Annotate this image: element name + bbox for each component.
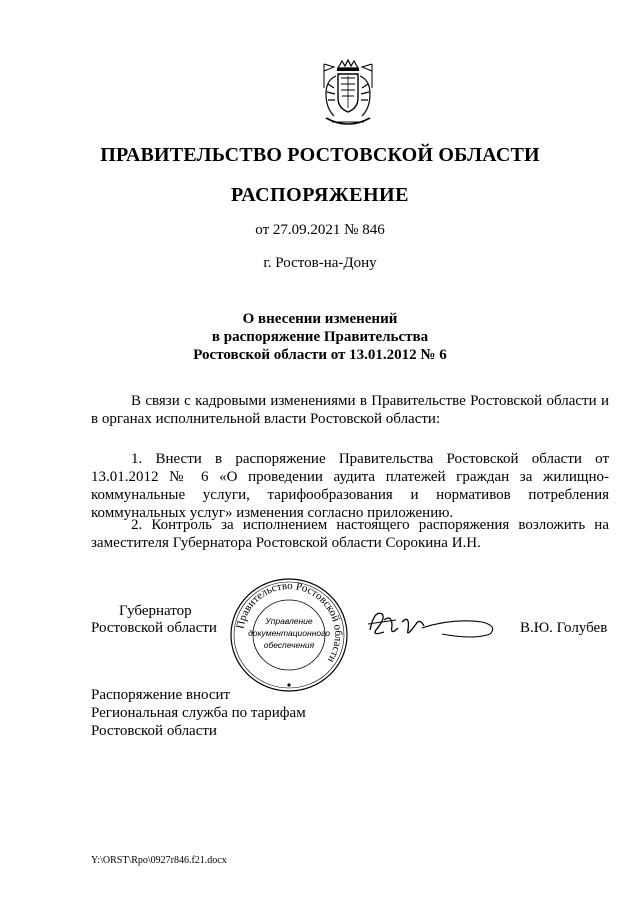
document-type: РАСПОРЯЖЕНИЕ <box>231 184 409 206</box>
coat-of-arms-emblem <box>316 58 380 132</box>
signatory-role-line: Ростовской области <box>91 620 217 636</box>
signatory-name: В.Ю. Голубев <box>520 620 608 636</box>
issuer-block <box>91 686 306 740</box>
stamp-inner-text: Управление <box>265 616 313 626</box>
body-paragraph-item-2: 2. Контроль за исполнением настоящего распоряжения возложить на заместителя Губернатора Ростовской области Сорокина И.Н. <box>91 517 609 551</box>
stamp-ring-text: Правительство Ростовской области <box>234 579 345 665</box>
issuer-line: Распоряжение вносит <box>91 687 231 703</box>
subject-line: Ростовской области от 13.01.2012 № 6 <box>193 347 447 363</box>
stamp-inner-text: обеспечения <box>263 640 315 650</box>
subject-line: О внесении изменений <box>242 311 398 327</box>
document-city: г. Ростов-на-Дону <box>263 255 377 271</box>
document-date-number: от 27.09.2021 № 846 <box>255 222 385 238</box>
handwritten-signature <box>362 600 502 650</box>
signatory-role <box>91 603 217 637</box>
document-subject <box>0 310 640 364</box>
government-title: ПРАВИТЕЛЬСТВО РОСТОВСКОЙ ОБЛАСТИ <box>100 144 540 166</box>
file-path-footer: Y:\ORST\Rpo\0927r846.f21.docx <box>91 855 227 866</box>
issuer-line: Региональная служба по тарифам <box>91 705 306 721</box>
official-stamp <box>225 576 353 694</box>
stamp-inner-text: документационного <box>248 628 330 638</box>
subject-line: в распоряжение Правительства <box>211 329 429 345</box>
issuer-line: Ростовской области <box>91 723 217 739</box>
body-paragraph-intro: В связи с кадровыми изменениями в Правительстве Ростовской области и в органах исполнительной власти Ростовской области: <box>91 393 609 427</box>
body-paragraph-item-1: 1. Внести в распоряжение Правительства Ростовской области от 13.01.2012 № 6 «О проведении аудита платежей граждан за жилищно-коммунальные услуги, тарифообразования и нормативов потребления коммунальных услуг» изменения согласно приложению. <box>91 451 609 521</box>
signatory-role-line: Губернатор <box>119 603 192 619</box>
